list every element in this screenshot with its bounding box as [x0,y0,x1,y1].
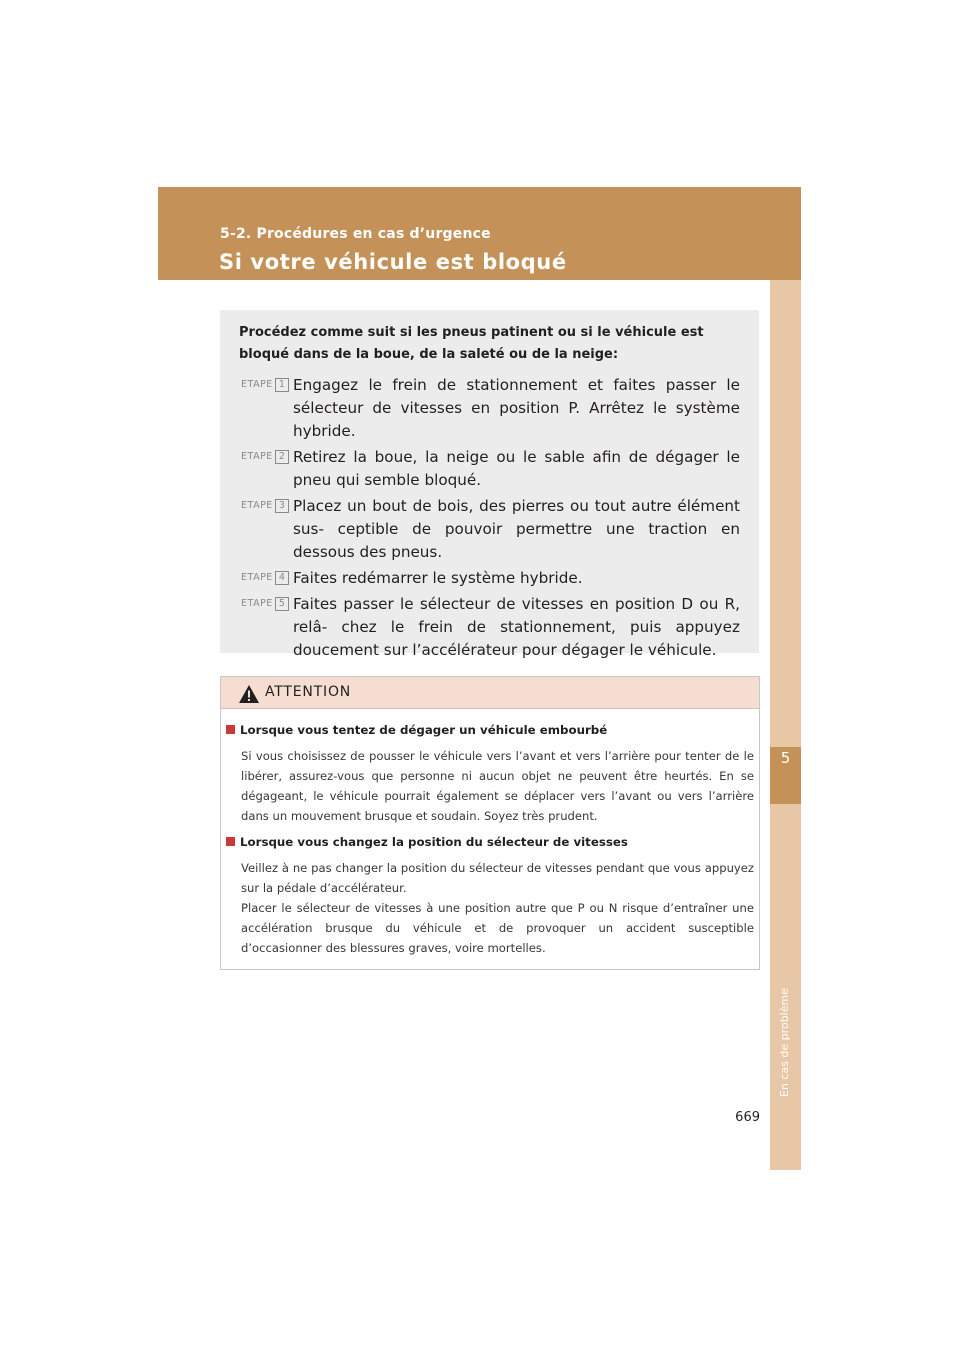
chapter-number: 5 [780,749,791,767]
step-badge-label: ETAPE [241,500,273,511]
step-badge [239,597,289,611]
step-4 [239,567,740,590]
step-badge-number: 1 [275,378,289,392]
step-text: Faites passer le sélecteur de vitesses en position D ou R, relâ- chez le frein de stationnement, puis appuyez doucement sur l’accélérateur pour dégager le véhicule. [293,595,740,659]
warning-icon [238,684,260,704]
page-number: 669 [735,1110,760,1125]
step-badge [239,499,289,513]
step-badge [239,450,289,464]
step-1 [239,374,740,443]
chapter-title: En cas de problème [778,988,791,1097]
step-5 [239,593,740,662]
step-badge-label: ETAPE [241,379,273,390]
chapter-tab-top [770,187,801,280]
step-badge [239,378,289,392]
step-text: Retirez la boue, la neige ou le sable afin de dégager le pneu qui semble bloqué. [293,448,740,489]
warning-box [220,676,760,970]
page-title: Si votre véhicule est bloqué [219,250,567,274]
procedure-intro: Procédez comme suit si les pneus patinent ou si le véhicule est bloqué dans de la boue, de la saleté ou de la neige: [239,325,704,362]
step-badge-number: 3 [275,499,289,513]
procedure-steps [239,374,740,665]
step-badge-label: ETAPE [241,572,273,583]
step-badge-label: ETAPE [241,451,273,462]
square-bullet-icon [226,837,235,846]
warning-body [226,721,754,965]
warning-paragraph: Placer le sélecteur de vitesses à une position autre que P ou N risque d’entraîner une accélération brusque du véhicule et de provoquer un accident susceptible d’occasionner des blessures graves, voire mortelles. [241,901,754,955]
section-label: 5-2. Procédures en cas d’urgence [220,226,491,242]
warning-header [221,677,759,709]
step-text: Engagez le frein de stationnement et faites passer le sélecteur de vitesses en position P. Arrêtez le système hybride. [293,376,740,440]
step-badge-number: 5 [275,597,289,611]
step-badge [239,571,289,585]
warning-item-heading-text: Lorsque vous changez la position du sélecteur de vitesses [240,835,628,849]
step-2 [239,446,740,492]
warning-paragraph: Veillez à ne pas changer la position du sélecteur de vitesses pendant que vous appuyez sur la pédale d’accélérateur. [241,861,754,895]
step-badge-number: 4 [275,571,289,585]
step-3 [239,495,740,564]
step-text: Faites redémarrer le système hybride. [293,569,583,587]
warning-paragraph: Si vous choisissez de pousser le véhicule vers l’avant et vers l’arrière pour tenter de le libérer, assurez-vous que personne ni aucun objet ne peuvent être heurtés. En se dégageant, le véhicule pourrait également se déplacer vers l’avant ou vers l’arrière dans un mouvement brusque et soudain. Soyez très prudent. [241,749,754,823]
warning-item-heading-text: Lorsque vous tentez de dégager un véhicule embourbé [240,723,608,737]
warning-item-heading [226,721,754,739]
step-badge-label: ETAPE [241,598,273,609]
step-text: Placez un bout de bois, des pierres ou tout autre élément sus- ceptible de pouvoir permettre une traction en dessous des pneus. [293,497,740,561]
step-badge-number: 2 [275,450,289,464]
warning-item-heading [226,833,754,851]
warning-title: ATTENTION [265,684,352,700]
square-bullet-icon [226,725,235,734]
